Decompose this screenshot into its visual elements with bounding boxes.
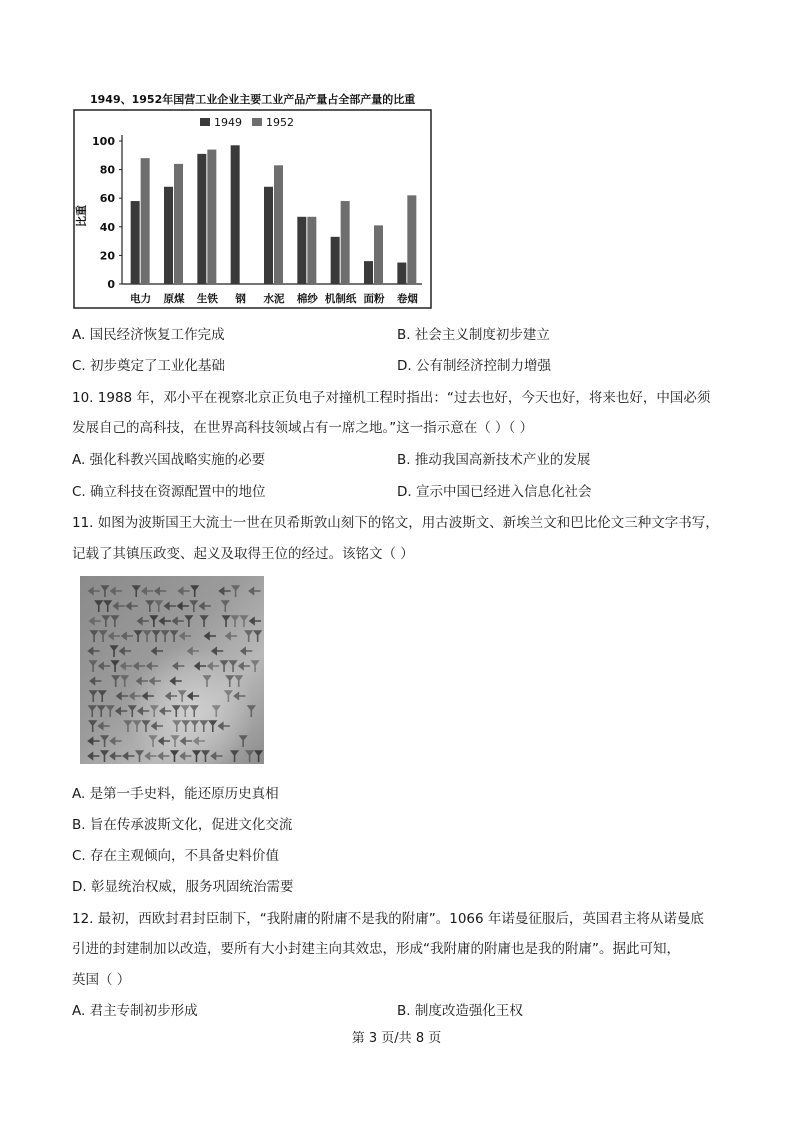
cuneiform-inscription-graphic xyxy=(80,576,264,764)
x-tick-label: 棉纱 xyxy=(296,293,318,305)
x-tick-label: 电力 xyxy=(130,293,152,305)
bar-1949-棉纱 xyxy=(297,217,306,284)
x-tick-label: 原煤 xyxy=(163,293,185,305)
bar-1949-原煤 xyxy=(164,187,173,284)
q9-option-b: B. 社会主义制度初步建立 xyxy=(397,327,550,343)
x-tick-label: 生铁 xyxy=(196,293,218,305)
bar-1949-面粉 xyxy=(364,261,373,284)
q11-stem-line2: 记载了其镇压政变、起义及取得王位的经过。该铭文（ ） xyxy=(72,546,414,562)
bar-1952-棉纱 xyxy=(307,217,316,284)
q10-option-b: B. 推动我国高新技术产业的发展 xyxy=(397,452,591,468)
x-tick-label: 面粉 xyxy=(363,293,385,305)
q10-option-d: D. 宣示中国已经进入信息化社会 xyxy=(397,484,592,500)
q10-option-a: A. 强化科教兴国战略实施的必要 xyxy=(72,452,266,468)
bar-1952-原煤 xyxy=(174,164,183,284)
legend-swatch-1949 xyxy=(200,118,210,126)
legend-swatch-1952 xyxy=(252,118,262,126)
x-tick-label: 水泥 xyxy=(263,293,285,305)
chart-svg xyxy=(60,86,440,316)
q12-option-a: A. 君主专制初步形成 xyxy=(72,1003,198,1019)
q9-option-a: A. 国民经济恢复工作完成 xyxy=(72,327,225,343)
y-tick-label: 80 xyxy=(99,163,115,177)
bar-1952-水泥 xyxy=(274,165,283,284)
x-tick-label: 机制纸 xyxy=(324,293,357,305)
bar-1949-机制纸 xyxy=(331,237,340,284)
bar-1949-生铁 xyxy=(197,154,206,284)
y-tick-label: 100 xyxy=(92,135,115,148)
bar-1949-电力 xyxy=(131,201,140,284)
x-tick-label: 钢 xyxy=(235,293,246,305)
bar-1952-机制纸 xyxy=(341,201,350,284)
q12-option-b: B. 制度改造强化王权 xyxy=(397,1003,523,1019)
x-tick-label: 卷烟 xyxy=(396,293,418,305)
bar-1949-水泥 xyxy=(264,187,273,284)
legend-label-1952: 1952 xyxy=(266,116,294,129)
bar-1952-卷烟 xyxy=(407,195,416,284)
chart-title: 1949、1952年国营工业企业主要工业产品产量占全部产量的比重 xyxy=(90,93,416,106)
bar-1952-面粉 xyxy=(374,225,383,284)
page-footer: 第 3 页/共 8 页 xyxy=(351,1031,442,1046)
behistun-inscription-image xyxy=(80,576,264,764)
y-tick-label: 20 xyxy=(99,249,115,263)
y-axis-label: 比重 xyxy=(75,205,88,227)
q11-option-d: D. 彰显统治权威，服务巩固统治需要 xyxy=(72,879,294,895)
q9-option-c: C. 初步奠定了工业化基础 xyxy=(72,358,226,374)
q11-option-a: A. 是第一手史料，能还原历史真相 xyxy=(72,786,279,802)
q12-stem-line2: 引进的封建制加以改造，要所有大小封建主向其效忠，形成“我附庸的附庸也是我的附庸”。据此可知， xyxy=(72,941,680,957)
q12-stem-line3: 英国（ ） xyxy=(72,972,131,988)
bar-1952-电力 xyxy=(141,158,150,284)
q9-option-d: D. 公有制经济控制力增强 xyxy=(397,358,551,374)
q11-option-c: C. 存在主观倾向，不具备史料价值 xyxy=(72,848,280,864)
y-tick-label: 40 xyxy=(99,220,115,234)
q12-stem-line1: 12. 最初，西欧封君封臣制下，“我附庸的附庸不是我的附庸”。1066 年诺曼征服后，英国君主将从诺曼底 xyxy=(72,911,704,927)
q11-option-b: B. 旨在传承波斯文化，促进文化交流 xyxy=(72,817,293,833)
bar-1949-钢 xyxy=(231,145,240,284)
q10-stem-line2: 发展自己的高科技，在世界高科技领域占有一席之地。”这一指示意在（ ）（ ） xyxy=(72,420,534,436)
bar-1952-生铁 xyxy=(207,150,216,284)
industry-share-chart xyxy=(60,86,440,316)
q10-stem-line1: 10. 1988 年，邓小平在视察北京正负电子对撞机工程时指出：“过去也好，今天也好，将来也好，中国必须 xyxy=(72,390,711,406)
bar-1949-卷烟 xyxy=(397,263,406,284)
q11-stem-line1: 11. 如图为波斯国王大流士一世在贝希斯敦山刻下的铭文，用古波斯文、新埃兰文和巴比伦文三种文字书写， xyxy=(72,515,719,531)
y-tick-label: 60 xyxy=(99,192,115,206)
y-tick-label: 0 xyxy=(107,278,115,291)
legend-label-1949: 1949 xyxy=(214,116,242,129)
q10-option-c: C. 确立科技在资源配置中的地位 xyxy=(72,484,266,500)
